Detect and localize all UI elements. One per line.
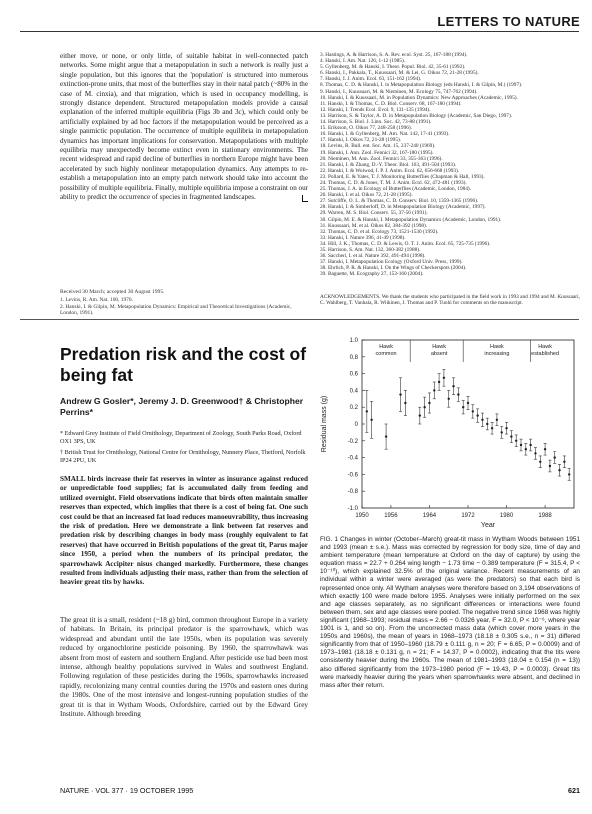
- data-point: [558, 469, 560, 471]
- reference-item: 37. Hanski, I. Metapopulation Ecology (Oxford Univ. Press, 1999).: [320, 259, 463, 266]
- reference-item: 29. Warren, M. S. Biol. Conserv. 55, 37-56 (1991).: [320, 210, 428, 217]
- end-mark: [302, 195, 308, 202]
- y-tick-label: -0.2: [347, 438, 358, 445]
- data-point: [385, 435, 387, 437]
- data-point: [366, 410, 368, 412]
- reference-item: 14. Harrison, S. Biol. J. Linn. Soc. 42, 73-88 (1991).: [320, 119, 432, 126]
- reference-item: 8. Thomas, C. D. & Hanski, I. in Metapopulation Biology (eds Hanski, I. & Gilpin, M.) (1997).: [320, 82, 523, 89]
- data-point: [554, 456, 556, 458]
- reference-item: 10. Hanski, I. & Kuussaari, M. in Population Dynamics: New Approaches (Academic, 1995).: [320, 94, 518, 101]
- data-point: [505, 427, 507, 429]
- period-label: Hawk: [432, 344, 446, 350]
- y-tick-label: 0.2: [349, 405, 358, 412]
- data-point: [568, 473, 570, 475]
- data-point: [452, 385, 454, 387]
- period-label: increasing: [484, 351, 510, 357]
- header-rule: [20, 31, 579, 32]
- plot-frame: [362, 340, 574, 508]
- data-point: [563, 461, 565, 463]
- data-point: [476, 414, 478, 416]
- reference-item: 5. Gyllenberg, M. & Hanski, I. Theor. Popul. Biol. 42, 35-61 (1992).: [320, 64, 466, 71]
- reference-item: 31. Kuussaari, M. et al. Oikos 82, 384-392 (1998).: [320, 222, 428, 229]
- y-tick-label: 0: [354, 422, 358, 428]
- reference-item: 17. Hanski, I. Oikos 72, 21-28 (1995).: [320, 137, 402, 144]
- reference-item: 34. Hill, J. K., Thomas, C. D. & Lewis, O. T. J. Anim. Ecol. 65, 725-735 (1996).: [320, 240, 491, 247]
- article-affiliations: [60, 430, 308, 465]
- footnote-1: 1. Levins, R. Am. Nat. 100, 1970.: [60, 297, 133, 303]
- y-tick-label: -0.4: [347, 455, 358, 462]
- x-tick-label: 1950: [355, 513, 369, 519]
- data-point: [370, 419, 372, 421]
- reference-item: 3. Hastings, A. & Harrison, S. A. Rev. ecol. Syst. 25, 167-188 (1994).: [320, 52, 468, 58]
- previous-article-paragraph: either move, or none, or only little, of suitable habitat in well-connected patch networks. Some might argue that a metapopulation in such a network is really just a single population, but this ignores that the 'population' is structured into numerous extinction-prone units, that most of the butterflies stay in their natal patch (~80% in the case of M. cinxia), and that migration, which is used in occupancy modelling, is strongly distance dependent. Structured metapopulation models provide a causal explanation of the inferred multiple equilibria (Figs 3b and 3c), which could only be artificially explained by ad hoc factors if the metapopulation would be perceived as a single panmictic population. The occurrence of multiple equilibria in metapopulation dynamics has important implications for conservation. Metapopulations with multiple equilibria may unexpectedly become extinct even in stationary environments. The recent widespread and rapid decline of butterflies in northern Europe might have been accelerated by such highly nonlinear metapopulation dynamics. Any attempts to re-establish a metapopulation into an empty patch network should take into account the possibility of multiple equilibria. Finally, multiple equilibria impose a constraint on our ability to predict the occurrence of species in fragmented landscapes.: [60, 52, 308, 202]
- period-label: established: [531, 351, 560, 357]
- received-line: Received 30 March; accepted 30 August 1995.: [60, 289, 165, 295]
- page-footer: [60, 786, 580, 795]
- affiliation-1: * Edward Grey Institute of Field Ornithology, Department of Zoology, South Parks Road, Oxford OX1 3PS, UK: [60, 430, 302, 445]
- article-authors: Andrew G Gosler*, Jeremy J. D. Greenwood† & Christopher Perrins*: [60, 396, 304, 417]
- data-point: [399, 393, 401, 395]
- reference-item: 33. Hanski, I. Nature 396, 41-49 (1998).: [320, 234, 406, 241]
- data-point: [448, 398, 450, 400]
- data-point: [404, 402, 406, 404]
- data-point: [510, 435, 512, 437]
- data-point: [515, 440, 517, 442]
- journal-info: NATURE · VOL 377 · 19 OCTOBER 1995: [60, 786, 194, 795]
- data-point: [428, 402, 430, 404]
- footnote-refs: [60, 297, 308, 317]
- data-point: [496, 419, 498, 421]
- data-point: [481, 419, 483, 421]
- x-tick-label: 1972: [461, 513, 475, 519]
- data-point: [491, 427, 493, 429]
- reference-item: 26. Hanski, I. et al. Oikos 72, 21-28 (1995).: [320, 192, 413, 199]
- period-label: common: [375, 351, 397, 357]
- reference-item: 19. Hanski, I. Ann. Zool. Fennici 32, 167-180 (1995).: [320, 149, 434, 156]
- y-tick-label: 0.4: [349, 388, 358, 395]
- period-label: Hawk: [490, 344, 504, 350]
- article-body: The great tit is a small, resident (~18 g) bird, common throughout Europe in a variety of habitats. In Britain, its principal predator is the sparrowhawk, which was widespread and abundant until the late 1950s, when its population was severely reduced by organochlorine pesticide poisoning. By 1960, the sparrowhawk was absent from most of eastern and southern England. After pesticide use had been most intense, although healthy populations survived in Wales and southwest England. Following regulation of these pesticides during the 1960s, sparrowhawks increased rapidly, recolonizing many central counties during the 1970s and eastern ones during the 1980s. One of the most intensive and longest-running population studies of the great tit is that in Wytham Woods, Oxfordshire, carried out by the Edward Grey Institute. Although breeding: [60, 616, 308, 719]
- acknowledgements: ACKNOWLEDGEMENTS. We thank the students who participated in the field work in 1993 and 1994 and M. Kuussaari, C. Wahlberg, T. Vanhala, R. Wiikinen, J. Thomas and P. Tuohi for comments on the manuscript.: [320, 294, 580, 307]
- y-tick-label: -0.6: [347, 472, 358, 479]
- reference-item: 20. Nieminen, M. Ann. Zool. Fennici 33, 355-363 (1996).: [320, 155, 443, 162]
- data-point: [520, 444, 522, 446]
- data-point: [462, 406, 464, 408]
- figure-1-chart: [312, 330, 582, 530]
- data-point: [457, 393, 459, 395]
- data-point: [549, 465, 551, 467]
- data-point: [438, 381, 440, 383]
- x-tick-label: 1980: [499, 513, 514, 519]
- data-point: [525, 448, 527, 450]
- data-point: [544, 448, 546, 450]
- reference-item: 30. Gilpin, M. E. & Hanski, I. Metapopulation Dynamics (Academic, London, 1991).: [320, 216, 502, 223]
- reference-item: 27. Sutcliffe, O. L. & Thomas, C. D. Conserv. Biol. 10, 1359-1365 (1996).: [320, 198, 479, 205]
- affiliation-2: † British Trust for Ornithology, National Centre for Ornithology, Nunnery Place, Thetford, Norfolk IP24 2PU, UK: [60, 449, 306, 464]
- reference-item: 36. Saccheri, I. et al. Nature 392, 491-494 (1998).: [320, 253, 426, 260]
- y-axis-label: Residual mass (g): [321, 395, 328, 453]
- reference-item: 18. Levins, R. Bull. ent. Soc. Am. 15, 237-240 (1969).: [320, 143, 436, 150]
- reference-list: [320, 52, 580, 277]
- article-title: Predation risk and the cost of being fat: [60, 344, 307, 385]
- reference-item: 12. Hanski, I. Trends Ecol. Evol. 9, 131-135 (1994).: [320, 106, 431, 113]
- reference-item: 9. Hanski, I., Kuussaari, M. & Nieminen, M. Ecology 75, 747-762 (1994).: [320, 88, 478, 95]
- section-header: LETTERS TO NATURE: [437, 14, 580, 29]
- reference-item: 22. Hanski, I. & Woiwod, I. P. J. Anim. Ecol. 62, 656-668 (1993).: [320, 167, 460, 174]
- article-abstract: SMALL birds increase their fat reserves in winter as insurance against reduced or unpredictable food supplies; fat is accumulated daily from feeding and utilized overnight. Field observations indicate that birds often maintain smaller reserves than expected, which implies that there is a cost of being fat. One such cost could be that an increased fat load reduces manoeuvrability, thus increasing the risk of predation. Here we demonstrate a link between fat reserves and predation risk by describing changes in body mass (roughly equivalent to fat reserves) that have occurred in British populations of the great tit, Parus major since 1950, a period when the numbers of its principal predator, the sparrowhawk Accipiter nisus changed markedly. Furthermore, these changes resulted from individuals adjusting their mass, rather than from the selection of heavier great tits by hawks.: [60, 475, 308, 587]
- previous-article-text: [60, 52, 308, 203]
- reference-item: 4. Hanski, I. Am. Nat. 126, 1-12 (1985).: [320, 58, 406, 65]
- y-tick-label: 0.6: [349, 371, 358, 378]
- reference-item: 38. Ehrlich, P. R. & Hanski, I. On the Wings of Checkerspots (2004).: [320, 265, 467, 272]
- x-axis-label: Year: [480, 522, 496, 529]
- x-tick-label: 1988: [538, 513, 552, 519]
- data-point: [443, 377, 445, 379]
- reference-item: 21. Hanski, I. & Zhang, D.-Y. Theor. Biol. 163, 491-504 (1993).: [320, 161, 457, 168]
- data-point: [419, 414, 421, 416]
- reference-item: 28. Hanski, I. & Simberloff, D. in Metapopulation Biology (Academic, 1997).: [320, 204, 486, 211]
- data-point: [534, 452, 536, 454]
- x-tick-label: 1964: [422, 513, 437, 519]
- reference-item: 13. Harrison, S. & Taylor, A. D. in Metapopulation Biology (Academic, San Diego, 1997).: [320, 112, 513, 119]
- reference-item: 32. Thomas, C. D. et al. Ecology 73, 1521-1530 (1992).: [320, 228, 439, 235]
- reference-item: 7. Hanski, I. J. Anim. Ecol. 63, 151-162 (1994).: [320, 76, 422, 83]
- y-tick-label: 1.0: [349, 338, 358, 344]
- y-tick-label: -0.8: [347, 489, 358, 496]
- data-point: [486, 423, 488, 425]
- reference-item: 35. Harrison, S. Am. Nat. 132, 360-382 (1988).: [320, 247, 421, 253]
- data-point: [529, 444, 531, 446]
- data-point: [433, 389, 435, 391]
- footnote-2: 2. Hanski, I. & Gilpin, M. Metapopulation Dynamics: Empirical and Theoretical Investigations (Academic, London, 1991).: [60, 303, 292, 317]
- x-tick-label: 1956: [384, 513, 398, 519]
- y-tick-label: -1.0: [347, 506, 358, 512]
- figure-caption: FIG. 1 Changes in winter (October–March) great-tit mass in Wytham Woods between 1951 and 1993 (mean ± s.e.). Mass was corrected by regression for body size, time of day and ambient temperature (mean temperature at Oxford on the day of capture) by using the equation mass = 22.7 + 0.264 wing length − 1.73 time − 0.389 temperature (F = 315.4, P < 10⁻¹⁰), which explained 32.5% of the original variance. Recent measurements of an individual within a winter were averaged (as were the predators) so that each bird is represented once only. All Wytham analyses were therefore based on 3,194 observations of which exactly 100 were made before 1955. Analyses were initially performed on the sex and age classes separately, as no significant differences or interactions were found between them, sex and age classes were pooled. The negative trend since 1968 was highly significant (1968–1993; residual mass = 2.66 − 0.0326 year, F = 32.0, P < 10⁻⁶, where year 1901 is 1, and so on). From the uncorrected mass data (which cover more years in the 1950s and 1960s), the mean of years in 1968–1973 (18.18 ± 0.305 s.e., n = 31) differed significantly from that of 1950–1960 (18.79 ± 0.111 g, n = 20; F = 6.65, P = 0.0009) and of 1973–1981 (18.18 ± 0.131 g, n = 21; F = 14.37, P = 0.0002), indicating that the tits were consistently heavier during the 1960s. The mean of 1981–1993 (18.04 ± 0.154 (n = 13)) also differed significantly from the 1973–1980 period (F = 19.43, P = 0.0003). Great tits were markedly heavier during the years when sparrowhawks were absent, and declined in mass after their return.: [320, 536, 580, 689]
- period-label: Hawk: [538, 344, 552, 350]
- data-point: [472, 410, 474, 412]
- period-label: Hawk: [379, 344, 393, 350]
- reference-item: 15. Eriksson, O. Oikos 77, 248-258 (1996).: [320, 125, 412, 132]
- data-point: [467, 402, 469, 404]
- reference-item: 23. Pollard, E. & Yates, T. J. Monitoring Butterflies (Chapman & Hall, 1993).: [320, 173, 485, 180]
- data-point: [539, 461, 541, 463]
- reference-item: 39. Baguette, M. Ecography 27, 153-160 (2004).: [320, 271, 424, 278]
- data-point: [501, 431, 503, 433]
- reference-item: 6. Hanski, I., Pakkala, T., Kuussaari, M. & Lei, G. Oikos 72, 21-28 (1995).: [320, 70, 479, 77]
- reference-item: 24. Thomas, C. D. & Jones, T. M. J. Anim. Ecol. 62, 472-481 (1993).: [320, 179, 467, 186]
- reference-item: 16. Hanski, I. & Gyllenberg, M. Am. Nat. 142, 17-41 (1993).: [320, 131, 450, 138]
- y-tick-label: 0.8: [349, 354, 358, 361]
- reference-item: 25. Thomas, J. A. in Ecology of Butterflies (Academic, London, 1984).: [320, 186, 471, 193]
- period-label: absent: [430, 351, 448, 357]
- page-number: 621: [568, 786, 580, 795]
- data-point: [423, 406, 425, 408]
- reference-item: 11. Hanski, I. & Thomas, C. D. Biol. Conserv. 68, 167-180 (1994).: [320, 100, 462, 107]
- article-separator: [20, 319, 579, 320]
